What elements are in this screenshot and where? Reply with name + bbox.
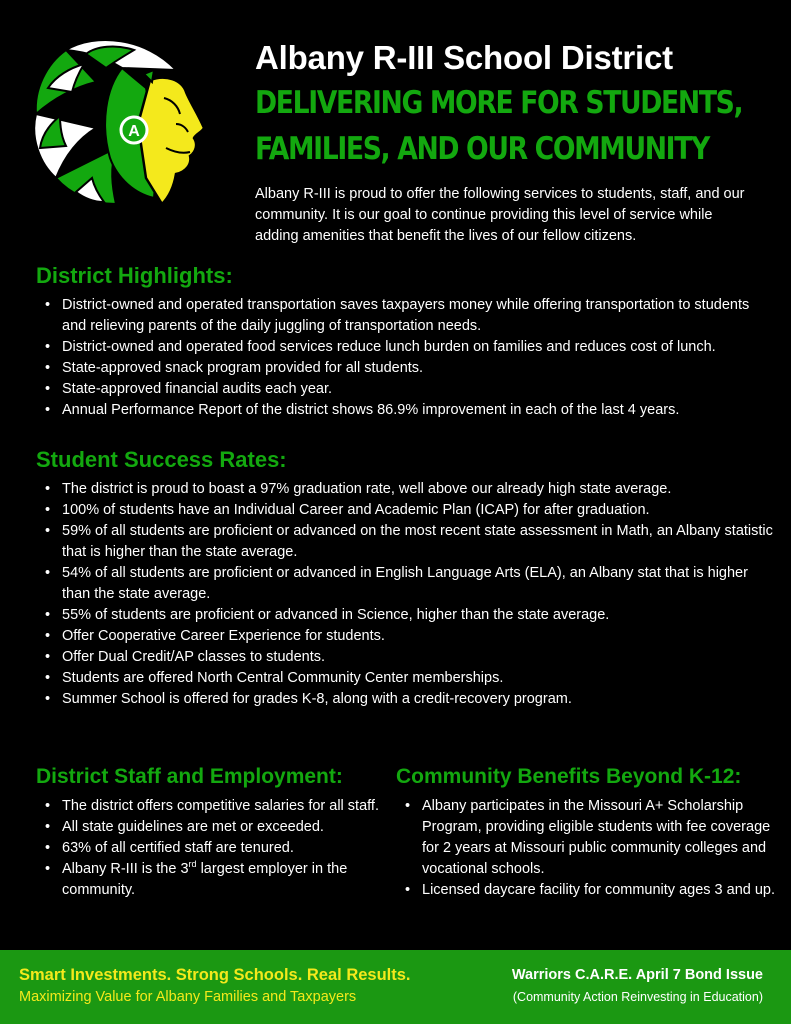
list-item: • Summer School is offered for grades K-8, along with a credit-recovery program. bbox=[36, 689, 776, 710]
footer-tagline: Smart Investments. Strong Schools. Real Results. bbox=[19, 966, 411, 984]
list-item: • Albany participates in the Missouri A+ Scholarship Program, providing eligible students with fee coverage for 2 years at Missouri public community colleges and vocational schools. bbox=[396, 796, 776, 880]
list-item: • Annual Performance Report of the district shows 86.9% improvement in each of the last 4 years. bbox=[36, 400, 776, 421]
page-subtitle bbox=[255, 80, 771, 172]
district-logo bbox=[26, 28, 222, 210]
list-item: • 59% of all students are proficient or advanced on the most recent state assessment in Math, an Albany statistic that is higher than the state average. bbox=[36, 521, 776, 563]
list-item: • Students are offered North Central Community Center memberships. bbox=[36, 668, 776, 689]
list-item: • 55% of students are proficient or advanced in Science, higher than the state average. bbox=[36, 605, 776, 626]
staff-employment-heading: District Staff and Employment: bbox=[36, 765, 343, 788]
employer-prefix: Albany R-III is the 3 bbox=[62, 861, 189, 877]
list-item: • District-owned and operated transportation saves taxpayers money while offering transportation to students and relieving parents of the daily juggling of transportation needs. bbox=[36, 295, 776, 337]
subtitle-line-2: FAMILIES, AND OUR COMMUNITY bbox=[255, 131, 709, 167]
list-item: • Offer Dual Credit/AP classes to students. bbox=[36, 647, 776, 668]
footer-banner bbox=[0, 950, 791, 1024]
list-item: • All state guidelines are met or exceeded. bbox=[36, 817, 381, 838]
footer-right bbox=[512, 964, 763, 1008]
list-item: • The district offers competitive salaries for all staff. bbox=[36, 796, 381, 817]
list-item-employer bbox=[36, 859, 381, 901]
employer-suffix: largest employer in the community. bbox=[62, 861, 348, 898]
intro-paragraph: Albany R-III is proud to offer the following services to students, staff, and our community. It is our goal to continue providing this level of service while adding amenities that benefit the lives of our fellow citizens. bbox=[255, 186, 745, 244]
list-item: • State-approved financial audits each year. bbox=[36, 379, 776, 400]
page-title: Albany R-III School District bbox=[255, 39, 673, 76]
student-success-heading: Student Success Rates: bbox=[36, 447, 287, 472]
staff-employment-list bbox=[36, 796, 381, 901]
student-success-section bbox=[36, 447, 776, 710]
community-benefits-section bbox=[396, 764, 776, 901]
bond-issue-label: Warriors C.A.R.E. April 7 Bond Issue bbox=[511, 967, 763, 983]
care-expansion: (Community Action Reinvesting in Education) bbox=[512, 990, 763, 1004]
list-item: • Licensed daycare facility for community ages 3 and up. bbox=[396, 880, 776, 901]
district-highlights-heading: District Highlights: bbox=[36, 263, 233, 288]
footer-left bbox=[19, 964, 411, 1008]
community-benefits-list bbox=[396, 796, 776, 901]
list-item: • Offer Cooperative Career Experience for students. bbox=[36, 626, 776, 647]
employer-ordinal: rd bbox=[188, 859, 197, 870]
list-item: • 100% of students have an Individual Career and Academic Plan (ICAP) for after graduation. bbox=[36, 500, 776, 521]
community-benefits-heading: Community Benefits Beyond K-12: bbox=[396, 765, 742, 788]
list-item: • The district is proud to boast a 97% graduation rate, well above our already high state average. bbox=[36, 479, 776, 500]
district-highlights-list bbox=[36, 295, 776, 421]
list-item: • State-approved snack program provided for all students. bbox=[36, 358, 776, 379]
district-highlights-section bbox=[36, 263, 776, 421]
list-item: • 63% of all certified staff are tenured. bbox=[36, 838, 381, 859]
logo-emblem-letter: A bbox=[128, 123, 140, 140]
staff-employment-section bbox=[36, 764, 381, 901]
list-item: • District-owned and operated food services reduce lunch burden on families and reduces cost of lunch. bbox=[36, 337, 776, 358]
header bbox=[255, 38, 775, 247]
footer-subline: Maximizing Value for Albany Families and Taxpayers bbox=[19, 989, 357, 1005]
subtitle-line-1: DELIVERING MORE FOR STUDENTS, bbox=[255, 85, 743, 121]
list-item: • 54% of all students are proficient or advanced in English Language Arts (ELA), an Albany stat that is higher than the state average. bbox=[36, 563, 776, 605]
student-success-list bbox=[36, 479, 776, 710]
